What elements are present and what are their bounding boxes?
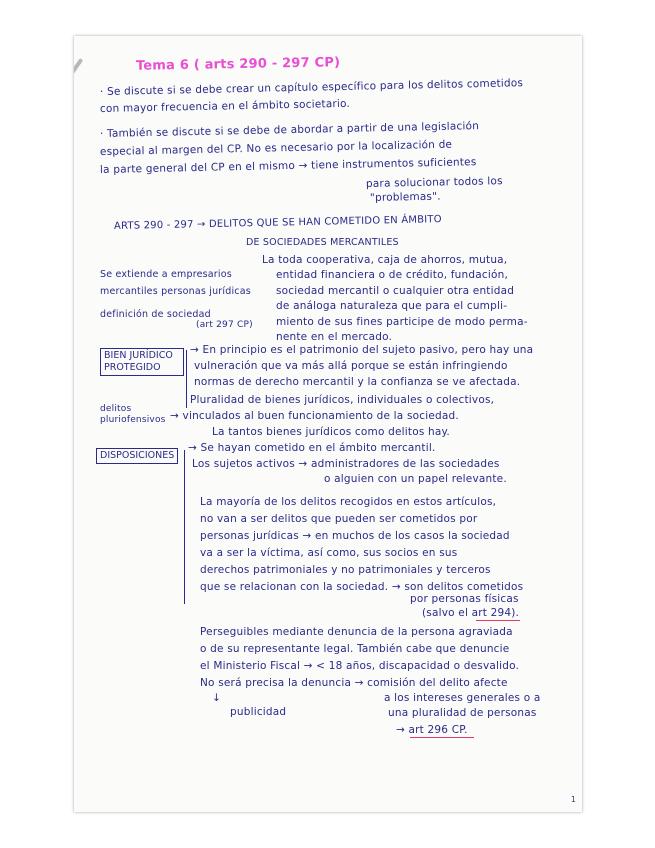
bien-juridico-line-4: Pluralidad de bienes jurídicos, individuales o colectivos, <box>190 394 495 406</box>
disposiciones-line-8: derechos patrimoniales y no patrimoniales y terceros <box>200 564 491 576</box>
disposiciones-brace <box>184 450 185 604</box>
disposiciones-line-4: La mayoría de los delitos recogidos en estos artículos, <box>200 496 497 508</box>
bien-juridico-line-3: normas de derecho mercantil y la confianza se ve afectada. <box>194 376 521 388</box>
definition-left-4: (art 297 CP) <box>196 320 253 330</box>
persecucion-line-2: o de su representante legal. También cabe que denuncie <box>200 643 510 655</box>
disposiciones-line-10: por personas físicas <box>410 593 519 605</box>
persecucion-line-3: el Ministerio Fiscal → < 18 años, discapacidad o desvalido. <box>200 660 520 672</box>
definition-line-3: sociedad mercantil o cualquier otra entidad <box>276 285 515 297</box>
delitos-pluriofensivos-note: delitos pluriofensivos <box>100 404 166 425</box>
bien-juridico-line-2: vulneración que va más allá porque se están infringiendo <box>194 360 508 372</box>
persecucion-line-5: a los intereses generales o a <box>384 692 541 704</box>
disposiciones-line-11: (salvo el art 294). <box>422 607 520 619</box>
persecucion-line-1: Perseguibles mediante denuncia de la persona agraviada <box>200 626 513 638</box>
bien-juridico-brace <box>186 350 187 408</box>
intro-line-6: para solucionar todos los <box>365 175 503 190</box>
definition-left-1: Se extiende a empresarios <box>100 269 232 280</box>
intro-line-1: · Se discute si se debe crear un capítulo específico para los delitos cometidos <box>99 77 524 98</box>
art-296-underline <box>410 737 474 738</box>
publicidad-note: publicidad <box>230 706 287 718</box>
definition-left-3: definición de sociedad <box>100 309 211 320</box>
disposiciones-line-9: que se relacionan con la sociedad. → son delitos cometidos <box>200 581 524 593</box>
disposiciones-line-6: personas jurídicas → en muchos de los casos la sociedad <box>200 530 510 542</box>
intro-line-3: · También se discute si se debe de abordar a partir de una legislación <box>99 120 480 140</box>
intro-line-4: especial al margen del CP. No es necesario por la localización de <box>99 138 453 158</box>
disposiciones-line-7: va a ser la víctima, así como, sus socios en sus <box>200 547 458 559</box>
bien-juridico-line-5: → vinculados al buen funcionamiento de la sociedad. <box>170 410 459 422</box>
persecucion-line-6: una pluralidad de personas <box>388 707 537 719</box>
disposiciones-label: DISPOSICIONES <box>96 448 178 464</box>
art-294-underline <box>476 620 520 621</box>
disposiciones-line-1: → Se hayan cometido en el ámbito mercantil. <box>188 442 436 454</box>
definition-line-5: miento de sus fines participe de modo perma- <box>276 316 528 328</box>
arts-heading: ARTS 290 - 297 → DELITOS QUE SE HAN COMETIDO EN ÁMBITO <box>113 214 442 232</box>
disposiciones-line-2: Los sujetos activos → administradores de las sociedades <box>192 458 500 470</box>
bien-juridico-line-1: → En principio es el patrimonio del sujeto pasivo, pero hay una <box>190 344 534 356</box>
disposiciones-line-5: no van a ser delitos que pueden ser cometidos por <box>200 513 478 525</box>
notebook-page <box>74 36 582 812</box>
arts-heading-2: DE SOCIEDADES MERCANTILES <box>246 237 399 248</box>
bien-juridico-label: BIEN JURÍDICO PROTEGIDO <box>100 348 184 376</box>
definition-left-2: mercantiles personas jurídicas <box>100 286 251 297</box>
intro-line-7: "problemas". <box>369 190 441 204</box>
persecucion-line-7: → art 296 CP. <box>396 724 468 736</box>
intro-line-2: con mayor frecuencia en el ámbito societario. <box>99 97 351 115</box>
page-number: 1 <box>570 795 576 804</box>
page-title: Tema 6 ( arts 290 - 297 CP) <box>135 55 341 74</box>
definition-line-2: entidad financiera o de crédito, fundación, <box>276 269 509 281</box>
definition-line-6: nente en el mercado. <box>276 331 393 343</box>
definition-line-1: La toda cooperativa, caja de ahorros, mutua, <box>262 254 508 266</box>
staple-mark <box>74 58 83 95</box>
persecucion-line-4: No será precisa la denuncia → comisión del delito afecte <box>200 677 508 689</box>
definition-line-4: de análoga naturaleza que para el cumpli- <box>276 300 508 312</box>
disposiciones-line-3: o alguien con un papel relevante. <box>324 473 507 485</box>
down-arrow: ↓ <box>212 692 221 704</box>
intro-line-5: la parte general del CP en el mismo → tiene instrumentos suficientes <box>99 156 477 176</box>
bien-juridico-line-6: La tantos bienes jurídicos como delitos hay. <box>212 426 450 438</box>
